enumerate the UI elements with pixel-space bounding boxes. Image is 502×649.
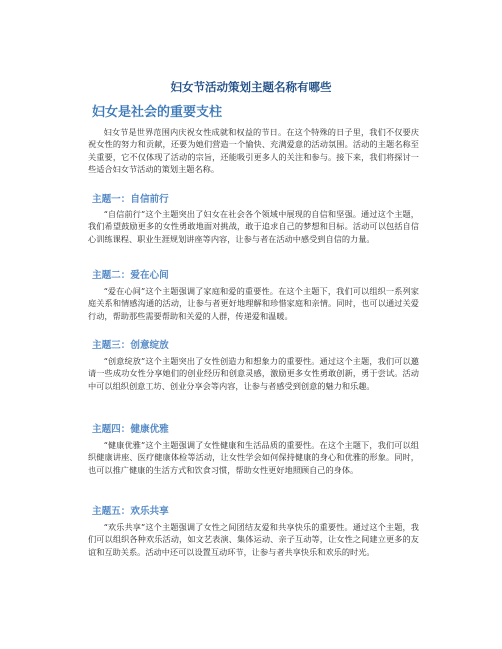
theme-body-1: “自信前行”这个主题突出了妇女在社会各个领域中展现的自信和坚强。通过这个主题，我们希望鼓励更多的女性勇敢地面对挑战，敢于追求自己的梦想和目标。活动可以包括自信心训练课程、职业生涯规划讲座等内容，让参与者在活动中感受到自信的力量。	[88, 209, 419, 244]
theme-body-2: “爱在心间”这个主题强调了家庭和爱的重要性。在这个主题下，我们可以组织一系列家庭关系和情感沟通的活动，让参与者更好地理解和珍惜家庭和亲情。同时，也可以通过关爱行动，帮助那些需要帮助和关爱的人群，传递爱和温暖。	[88, 286, 419, 321]
section-heading: 妇女是社会的重要支柱	[92, 105, 223, 120]
intro-paragraph: 妇女节是世界范围内庆祝女性成就和权益的节日。在这个特殊的日子里，我们不仅要庆祝女性的努力和贡献，还要为她们营造一个愉快、充满爱意的活动氛围。活动的主题名称至关重要，它不仅体现了活动的宗旨，还能吸引更多人的关注和参与。接下来，我们将探讨一些适合妇女节活动的策划主题名称。	[88, 127, 419, 175]
theme-heading-5: 主题五：欢乐共享	[92, 506, 169, 517]
theme-heading-1: 主题一：自信前行	[92, 194, 169, 205]
theme-heading-2: 主题二：爱在心间	[92, 270, 169, 281]
document-title: 妇女节活动策划主题名称有哪些	[170, 80, 332, 94]
theme-heading-3: 主题三：创意绽放	[92, 340, 169, 351]
theme-heading-4: 主题四：健康优雅	[92, 424, 169, 435]
theme-body-4: “健康优雅”这个主题强调了女性健康和生活品质的重要性。在这个主题下，我们可以组织健康讲座、医疗健康体检等活动，让女性学会如何保持健康的身心和优雅的形象。同时，也可以推广健康的生活方式和饮食习惯，帮助女性更好地照顾自己的身体。	[88, 440, 419, 475]
theme-body-3: “创意绽放”这个主题突出了女性创造力和想象力的重要性。通过这个主题，我们可以邀请一些成功女性分享她们的创业经历和创意灵感，激励更多女性勇敢创新，勇于尝试。活动中可以组织创意工坊、创业分享会等内容，让参与者感受到创意的魅力和乐趣。	[88, 356, 419, 391]
theme-body-5: “欢乐共享”这个主题强调了女性之间团结友爱和共享快乐的重要性。通过这个主题，我们可以组织各种欢乐活动，如文艺表演、集体运动、亲子互动等，让女性之间建立更多的友谊和互助关系。活动中还可以设置互动环节，让参与者共享快乐和欢乐的时光。	[88, 522, 419, 557]
